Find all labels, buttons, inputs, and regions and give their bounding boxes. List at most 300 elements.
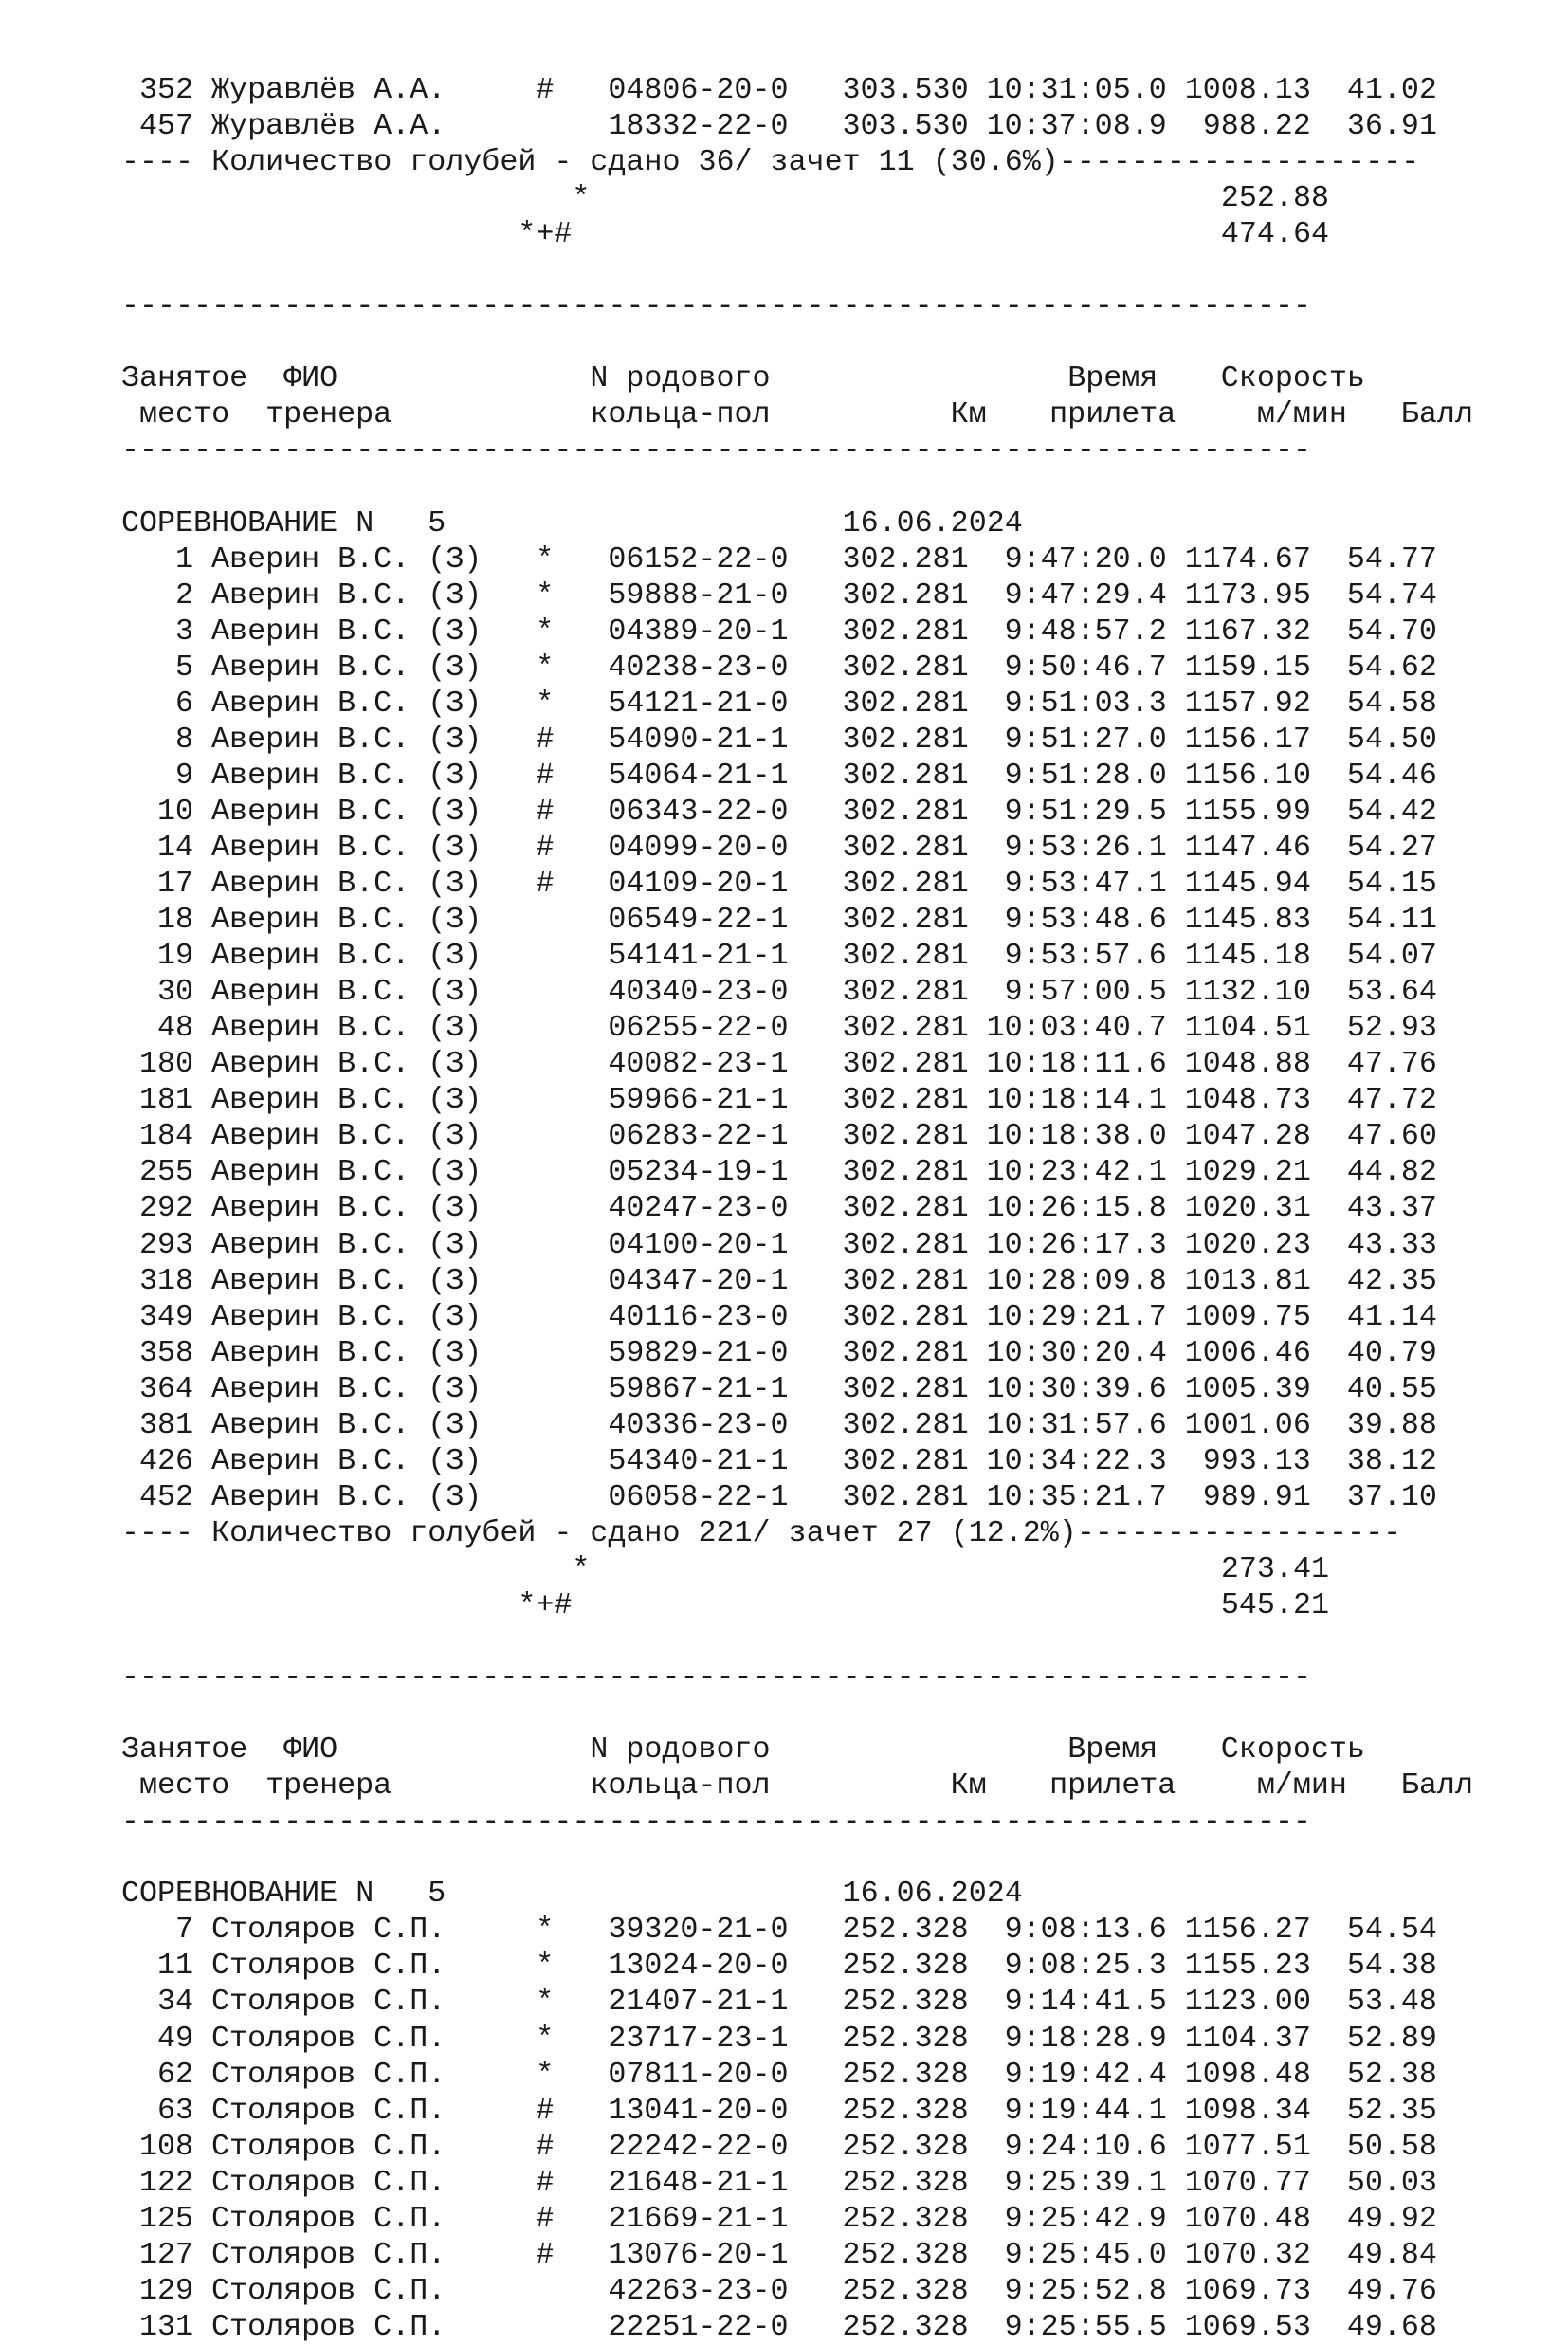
trainer-name-cell: Аверин В.С. (З) — [211, 1335, 483, 1370]
table-header-bottom — [121, 1768, 1473, 1804]
place-cell: 292 — [139, 1191, 194, 1226]
score-cell: 49.92 — [1346, 2201, 1437, 2236]
header-place-1: Занятое — [121, 361, 248, 396]
separator-line — [121, 288, 1473, 324]
mark-cell: * — [536, 2021, 555, 2056]
mark-cell: # — [536, 73, 555, 107]
result-row — [121, 2093, 1473, 2129]
arrival-time-cell: 9:25:55.5 — [1004, 2309, 1167, 2344]
speed-cell: 1145.83 — [1184, 903, 1311, 938]
star-total-line — [121, 180, 1473, 216]
trainer-name-cell: Аверин В.С. (З) — [211, 614, 483, 649]
trainer-name-cell: Аверин В.С. (З) — [211, 794, 483, 829]
arrival-time-cell: 9:47:20.0 — [1004, 541, 1167, 577]
score-cell: 54.11 — [1346, 903, 1437, 938]
hash-total-line — [121, 216, 1473, 252]
place-cell: 6 — [175, 686, 194, 721]
blank-line — [121, 252, 1473, 288]
trainer-name-cell: Аверин В.С. (З) — [211, 1083, 483, 1118]
arrival-time-cell: 10:29:21.7 — [986, 1299, 1167, 1334]
result-row — [121, 1046, 1473, 1082]
ring-number-cell: 40247-23-0 — [608, 1191, 789, 1226]
ring-number-cell: 07811-20-0 — [608, 2057, 789, 2092]
trainer-name-cell: Аверин В.С. (З) — [211, 1011, 483, 1046]
result-row — [121, 722, 1473, 758]
distance-cell: 252.328 — [842, 1985, 969, 2020]
distance-cell: 302.281 — [842, 722, 969, 757]
result-row — [121, 1371, 1473, 1407]
score-cell: 53.48 — [1346, 1985, 1437, 2020]
place-cell: 7 — [175, 1913, 194, 1948]
ring-number-cell: 21648-21-1 — [608, 2165, 789, 2200]
competition-line — [121, 505, 1473, 541]
result-row — [121, 2021, 1473, 2057]
mark-cell: * — [536, 2057, 555, 2092]
result-row — [121, 1984, 1473, 2020]
arrival-time-cell: 9:19:42.4 — [1004, 2057, 1167, 2092]
arrival-time-cell: 10:31:05.0 — [986, 73, 1167, 107]
place-cell: 131 — [139, 2309, 194, 2344]
header-place-1: Занятое — [121, 1732, 248, 1768]
header-speed-2: м/мин — [1256, 1768, 1347, 1804]
mark-cell: # — [536, 2165, 555, 2200]
place-cell: 452 — [139, 1479, 194, 1514]
distance-cell: 302.281 — [842, 1191, 969, 1226]
trainer-name-cell: Аверин В.С. (З) — [211, 975, 483, 1010]
score-cell: 38.12 — [1346, 1443, 1437, 1478]
score-cell: 40.55 — [1346, 1371, 1437, 1406]
arrival-time-cell: 9:51:29.5 — [1004, 794, 1167, 829]
place-cell: 122 — [139, 2165, 194, 2200]
mark-cell: # — [536, 722, 555, 757]
result-row — [121, 1407, 1473, 1443]
ring-number-cell: 40340-23-0 — [608, 975, 789, 1010]
distance-cell: 252.328 — [842, 2021, 969, 2056]
ring-number-cell: 06058-22-1 — [608, 1479, 789, 1514]
header-ring-2: кольца-пол — [590, 397, 771, 432]
ring-number-cell: 59888-21-0 — [608, 577, 789, 613]
arrival-time-cell: 9:19:44.1 — [1004, 2093, 1167, 2128]
mark-cell: # — [536, 794, 555, 829]
place-cell: 255 — [139, 1155, 194, 1190]
score-cell: 52.89 — [1346, 2021, 1437, 2056]
trainer-name-cell: Аверин В.С. (З) — [211, 903, 483, 938]
place-cell: 125 — [139, 2201, 194, 2236]
ring-number-cell: 04100-20-1 — [608, 1227, 789, 1262]
speed-cell: 1006.46 — [1184, 1335, 1311, 1370]
distance-cell: 303.530 — [842, 109, 969, 144]
score-cell: 54.46 — [1346, 758, 1437, 793]
arrival-time-cell: 10:30:39.6 — [986, 1371, 1167, 1406]
arrival-time-cell: 9:25:45.0 — [1004, 2237, 1167, 2272]
arrival-time-cell: 10:37:08.9 — [986, 109, 1167, 144]
speed-cell: 1167.32 — [1184, 614, 1311, 649]
score-cell: 49.68 — [1346, 2309, 1437, 2344]
trainer-name-cell: Аверин В.С. (З) — [211, 686, 483, 721]
speed-cell: 1005.39 — [1184, 1371, 1311, 1406]
result-row — [121, 2057, 1473, 2093]
result-row — [121, 1299, 1473, 1335]
distance-cell: 302.281 — [842, 1119, 969, 1154]
blank-line — [121, 1695, 1473, 1731]
distance-cell: 302.281 — [842, 577, 969, 613]
distance-cell: 302.281 — [842, 1371, 969, 1406]
result-row — [121, 686, 1473, 722]
distance-cell: 302.281 — [842, 903, 969, 938]
arrival-time-cell: 9:57:00.5 — [1004, 975, 1167, 1010]
result-row — [121, 1263, 1473, 1299]
trainer-name-cell: Аверин В.С. (З) — [211, 1263, 483, 1298]
competition-date: 16.06.2024 — [842, 505, 1023, 540]
result-row — [121, 2165, 1473, 2201]
distance-cell: 302.281 — [842, 1047, 969, 1082]
trainer-name-cell: Столяров С.П. — [211, 1949, 447, 1984]
header-ring-2: кольца-пол — [590, 1768, 771, 1804]
header-time-1: Время — [1067, 1732, 1158, 1768]
score-cell: 40.79 — [1346, 1335, 1437, 1370]
trainer-name-cell: Аверин В.С. (З) — [211, 1191, 483, 1226]
distance-cell: 302.281 — [842, 1407, 969, 1442]
result-row — [121, 1443, 1473, 1479]
mark-cell: * — [536, 577, 555, 613]
speed-cell: 1008.13 — [1184, 73, 1311, 107]
arrival-time-cell: 10:26:15.8 — [986, 1191, 1167, 1226]
blank-line — [121, 469, 1473, 505]
result-row — [121, 1948, 1473, 1984]
ring-number-cell: 05234-19-1 — [608, 1155, 789, 1190]
trainer-name-cell: Аверин В.С. (З) — [211, 1227, 483, 1262]
distance-cell: 302.281 — [842, 541, 969, 577]
result-row — [121, 902, 1473, 938]
ring-number-cell: 06283-22-1 — [608, 1119, 789, 1154]
header-time-2: прилета — [1049, 397, 1176, 432]
ring-number-cell: 06152-22-0 — [608, 541, 789, 577]
speed-cell: 1155.99 — [1184, 794, 1311, 829]
ring-number-cell: 54090-21-1 — [608, 722, 789, 757]
mark-cell: # — [536, 758, 555, 793]
separator: ------------------------------------------------------------------ — [121, 1805, 1312, 1840]
speed-cell: 1173.95 — [1184, 577, 1311, 613]
arrival-time-cell: 9:18:28.9 — [1004, 2021, 1167, 2056]
score-cell: 54.15 — [1346, 867, 1437, 902]
trainer-name-cell: Аверин В.С. (З) — [211, 1155, 483, 1190]
ring-number-cell: 40336-23-0 — [608, 1407, 789, 1442]
trainer-name-cell: Столяров С.П. — [211, 2021, 447, 2056]
arrival-time-cell: 9:08:13.6 — [1004, 1913, 1167, 1948]
distance-cell: 302.281 — [842, 975, 969, 1010]
place-cell: 9 — [175, 758, 194, 793]
trainer-name-cell: Аверин В.С. (З) — [211, 722, 483, 757]
mark-cell: # — [536, 867, 555, 902]
speed-cell: 1070.77 — [1184, 2165, 1311, 2200]
distance-cell: 252.328 — [842, 2165, 969, 2200]
place-cell: 10 — [157, 794, 194, 829]
trainer-name-cell: Аверин В.С. (З) — [211, 758, 483, 793]
speed-cell: 1156.10 — [1184, 758, 1311, 793]
hash-total-value: 474.64 — [1220, 217, 1329, 252]
competition-label: СОРЕВНОВАНИЕ N 5 — [121, 1877, 447, 1912]
place-cell: 11 — [157, 1949, 194, 1984]
distance-cell: 252.328 — [842, 1949, 969, 1984]
place-cell: 30 — [157, 975, 194, 1010]
ring-number-cell: 59966-21-1 — [608, 1083, 789, 1118]
speed-cell: 1174.67 — [1184, 541, 1311, 577]
trainer-name-cell: Аверин В.С. (З) — [211, 577, 483, 613]
speed-cell: 1145.18 — [1184, 939, 1311, 974]
mark-cell: * — [536, 1949, 555, 1984]
place-cell: 318 — [139, 1263, 194, 1298]
score-cell: 54.42 — [1346, 794, 1437, 829]
mark-cell: # — [536, 2129, 555, 2164]
result-row — [121, 1227, 1473, 1263]
place-cell: 364 — [139, 1371, 194, 1406]
result-row — [121, 1335, 1473, 1371]
score-cell: 49.76 — [1346, 2273, 1437, 2308]
distance-cell: 302.281 — [842, 830, 969, 865]
trainer-name-cell: Столяров С.П. — [211, 2057, 447, 2092]
score-cell: 44.82 — [1346, 1155, 1437, 1190]
ring-number-cell: 54121-21-0 — [608, 686, 789, 721]
place-cell: 5 — [175, 650, 194, 685]
mark-cell: * — [536, 686, 555, 721]
place-cell: 181 — [139, 1083, 194, 1118]
ring-number-cell: 54340-21-1 — [608, 1443, 789, 1478]
competition-date: 16.06.2024 — [842, 1877, 1023, 1912]
score-cell: 54.27 — [1346, 830, 1437, 865]
trainer-name-cell: Аверин В.С. (З) — [211, 650, 483, 685]
result-row — [121, 1082, 1473, 1118]
header-name-1: ФИО — [283, 1732, 338, 1768]
arrival-time-cell: 9:51:27.0 — [1004, 722, 1167, 757]
separator-line — [121, 1659, 1473, 1695]
distance-cell: 252.328 — [842, 2093, 969, 2128]
speed-cell: 1098.34 — [1184, 2093, 1311, 2128]
score-cell: 43.33 — [1346, 1227, 1437, 1262]
arrival-time-cell: 9:14:41.5 — [1004, 1985, 1167, 2020]
place-cell: 2 — [175, 577, 194, 613]
place-cell: 34 — [157, 1985, 194, 2020]
header-name-2: тренера — [265, 1768, 392, 1804]
trainer-name-cell: Журавлёв А.А. — [211, 73, 447, 107]
star-label: * — [572, 181, 591, 216]
speed-cell: 1069.53 — [1184, 2309, 1311, 2344]
mark-cell: * — [536, 541, 555, 577]
place-cell: 129 — [139, 2273, 194, 2308]
hash-total-value: 545.21 — [1220, 1587, 1329, 1622]
ring-number-cell: 04347-20-1 — [608, 1263, 789, 1298]
header-score-2: Балл — [1400, 1768, 1473, 1804]
place-cell: 180 — [139, 1047, 194, 1082]
result-row — [121, 938, 1473, 974]
place-cell: 1 — [175, 541, 194, 577]
arrival-time-cell: 9:51:03.3 — [1004, 686, 1167, 721]
mark-cell: * — [536, 1985, 555, 2020]
result-row — [121, 2201, 1473, 2237]
header-name-1: ФИО — [283, 361, 338, 396]
header-km-2: Км — [950, 397, 987, 432]
ring-number-cell: 04806-20-0 — [608, 73, 789, 107]
trainer-name-cell: Аверин В.С. (З) — [211, 1443, 483, 1478]
speed-cell: 1069.73 — [1184, 2273, 1311, 2308]
header-place-2: место — [121, 1768, 230, 1804]
score-cell: 52.93 — [1346, 1011, 1437, 1046]
competition-label: СОРЕВНОВАНИЕ N 5 — [121, 505, 447, 540]
distance-cell: 302.281 — [842, 1155, 969, 1190]
distance-cell: 302.281 — [842, 1011, 969, 1046]
speed-cell: 1157.92 — [1184, 686, 1311, 721]
header-time-2: прилета — [1049, 1768, 1176, 1804]
ring-number-cell: 21407-21-1 — [608, 1985, 789, 2020]
score-cell: 53.64 — [1346, 975, 1437, 1010]
place-cell: 48 — [157, 1011, 194, 1046]
header-speed-2: м/мин — [1256, 397, 1347, 432]
arrival-time-cell: 10:34:22.3 — [986, 1443, 1167, 1478]
separator: ------------------------------------------------------------------ — [121, 289, 1312, 324]
place-cell: 426 — [139, 1443, 194, 1478]
distance-cell: 302.281 — [842, 758, 969, 793]
place-cell: 349 — [139, 1299, 194, 1334]
trainer-name-cell: Аверин В.С. (З) — [211, 541, 483, 577]
place-cell: 108 — [139, 2129, 194, 2164]
arrival-time-cell: 10:28:09.8 — [986, 1263, 1167, 1298]
distance-cell: 302.281 — [842, 867, 969, 902]
arrival-time-cell: 9:25:42.9 — [1004, 2201, 1167, 2236]
ring-number-cell: 42263-23-0 — [608, 2273, 789, 2308]
arrival-time-cell: 9:48:57.2 — [1004, 614, 1167, 649]
trainer-name-cell: Аверин В.С. (З) — [211, 1371, 483, 1406]
score-cell: 47.72 — [1346, 1083, 1437, 1118]
distance-cell: 252.328 — [842, 2201, 969, 2236]
ring-number-cell: 40238-23-0 — [608, 650, 789, 685]
place-cell: 18 — [157, 903, 194, 938]
ring-number-cell: 13024-20-0 — [608, 1949, 789, 1984]
score-cell: 54.74 — [1346, 577, 1437, 613]
place-cell: 293 — [139, 1227, 194, 1262]
trainer-name-cell: Журавлёв А.А. — [211, 109, 447, 144]
result-row — [121, 577, 1473, 614]
star-label: * — [572, 1551, 591, 1586]
score-cell: 54.58 — [1346, 686, 1437, 721]
speed-cell: 1159.15 — [1184, 650, 1311, 685]
arrival-time-cell: 9:47:29.4 — [1004, 577, 1167, 613]
result-row — [121, 614, 1473, 650]
distance-cell: 302.281 — [842, 1479, 969, 1514]
arrival-time-cell: 10:03:40.7 — [986, 1011, 1167, 1046]
result-row — [121, 2237, 1473, 2273]
ring-number-cell: 40116-23-0 — [608, 1299, 789, 1334]
speed-cell: 1104.51 — [1184, 1011, 1311, 1046]
result-row — [121, 1479, 1473, 1515]
blank-line — [121, 1623, 1473, 1659]
trainer-name-cell: Столяров С.П. — [211, 1985, 447, 2020]
place-cell: 62 — [157, 2057, 194, 2092]
result-row — [121, 794, 1473, 830]
trainer-name-cell: Столяров С.П. — [211, 2273, 447, 2308]
trainer-name-cell: Аверин В.С. (З) — [211, 830, 483, 865]
arrival-time-cell: 10:26:17.3 — [986, 1227, 1167, 1262]
speed-cell: 1132.10 — [1184, 975, 1311, 1010]
blank-line — [121, 324, 1473, 360]
score-cell: 54.62 — [1346, 650, 1437, 685]
distance-cell: 302.281 — [842, 650, 969, 685]
speed-cell: 1155.23 — [1184, 1949, 1311, 1984]
hash-label: *+# — [518, 217, 573, 252]
arrival-time-cell: 9:08:25.3 — [1004, 1949, 1167, 1984]
speed-cell: 1013.81 — [1184, 1263, 1311, 1298]
speed-cell: 1070.32 — [1184, 2237, 1311, 2272]
arrival-time-cell: 9:53:48.6 — [1004, 903, 1167, 938]
speed-cell: 1001.06 — [1184, 1407, 1311, 1442]
ring-number-cell: 54064-21-1 — [608, 758, 789, 793]
ring-number-cell: 23717-23-1 — [608, 2021, 789, 2056]
header-score-2: Балл — [1400, 397, 1473, 432]
score-cell: 49.84 — [1346, 2237, 1437, 2272]
speed-cell: 1048.73 — [1184, 1083, 1311, 1118]
place-cell: 184 — [139, 1119, 194, 1154]
ring-number-cell: 59829-21-0 — [608, 1335, 789, 1370]
score-cell: 37.10 — [1346, 1479, 1437, 1514]
speed-cell: 1009.75 — [1184, 1299, 1311, 1334]
place-cell: 19 — [157, 939, 194, 974]
trainer-name-cell: Столяров С.П. — [211, 2237, 447, 2272]
ring-number-cell: 04389-20-1 — [608, 614, 789, 649]
result-row — [121, 650, 1473, 686]
score-cell: 41.02 — [1346, 73, 1437, 107]
distance-cell: 302.281 — [842, 794, 969, 829]
score-cell: 52.38 — [1346, 2057, 1437, 2092]
trainer-name-cell: Аверин В.С. (З) — [211, 1119, 483, 1154]
header-speed-1: Скорость — [1220, 361, 1365, 396]
header-km-2: Км — [950, 1768, 987, 1804]
speed-cell: 1156.17 — [1184, 722, 1311, 757]
table-header-top — [121, 1731, 1473, 1768]
score-cell: 42.35 — [1346, 1263, 1437, 1298]
ring-number-cell: 18332-22-0 — [608, 109, 789, 144]
arrival-time-cell: 9:24:10.6 — [1004, 2129, 1167, 2164]
arrival-time-cell: 10:30:20.4 — [986, 1335, 1167, 1370]
distance-cell: 302.281 — [842, 1227, 969, 1262]
place-cell: 63 — [157, 2093, 194, 2128]
place-cell: 3 — [175, 614, 194, 649]
mark-cell: # — [536, 2201, 555, 2236]
arrival-time-cell: 9:53:26.1 — [1004, 830, 1167, 865]
summary-text: ---- Количество голубей - сдано 221/ зачет 27 (12.2%)------------------ — [121, 1515, 1402, 1550]
trainer-name-cell: Аверин В.С. (З) — [211, 867, 483, 902]
distance-cell: 252.328 — [842, 2237, 969, 2272]
distance-cell: 302.281 — [842, 1263, 969, 1298]
speed-cell: 988.22 — [1202, 109, 1311, 144]
table-header-bottom — [121, 396, 1473, 432]
score-cell: 54.77 — [1346, 541, 1437, 577]
arrival-time-cell: 9:53:57.6 — [1004, 939, 1167, 974]
trainer-name-cell: Аверин В.С. (З) — [211, 1407, 483, 1442]
ring-number-cell: 59867-21-1 — [608, 1371, 789, 1406]
speed-cell: 1147.46 — [1184, 830, 1311, 865]
mark-cell: * — [536, 1913, 555, 1948]
speed-cell: 1047.28 — [1184, 1119, 1311, 1154]
arrival-time-cell: 9:51:28.0 — [1004, 758, 1167, 793]
star-total-value: 252.88 — [1220, 181, 1329, 216]
speed-cell: 1104.37 — [1184, 2021, 1311, 2056]
arrival-time-cell: 10:18:14.1 — [986, 1083, 1167, 1118]
trainer-name-cell: Столяров С.П. — [211, 2093, 447, 2128]
score-cell: 41.14 — [1346, 1299, 1437, 1334]
score-cell: 47.76 — [1346, 1047, 1437, 1082]
distance-cell: 302.281 — [842, 614, 969, 649]
mark-cell: # — [536, 830, 555, 865]
ring-number-cell: 13076-20-1 — [608, 2237, 789, 2272]
distance-cell: 302.281 — [842, 686, 969, 721]
